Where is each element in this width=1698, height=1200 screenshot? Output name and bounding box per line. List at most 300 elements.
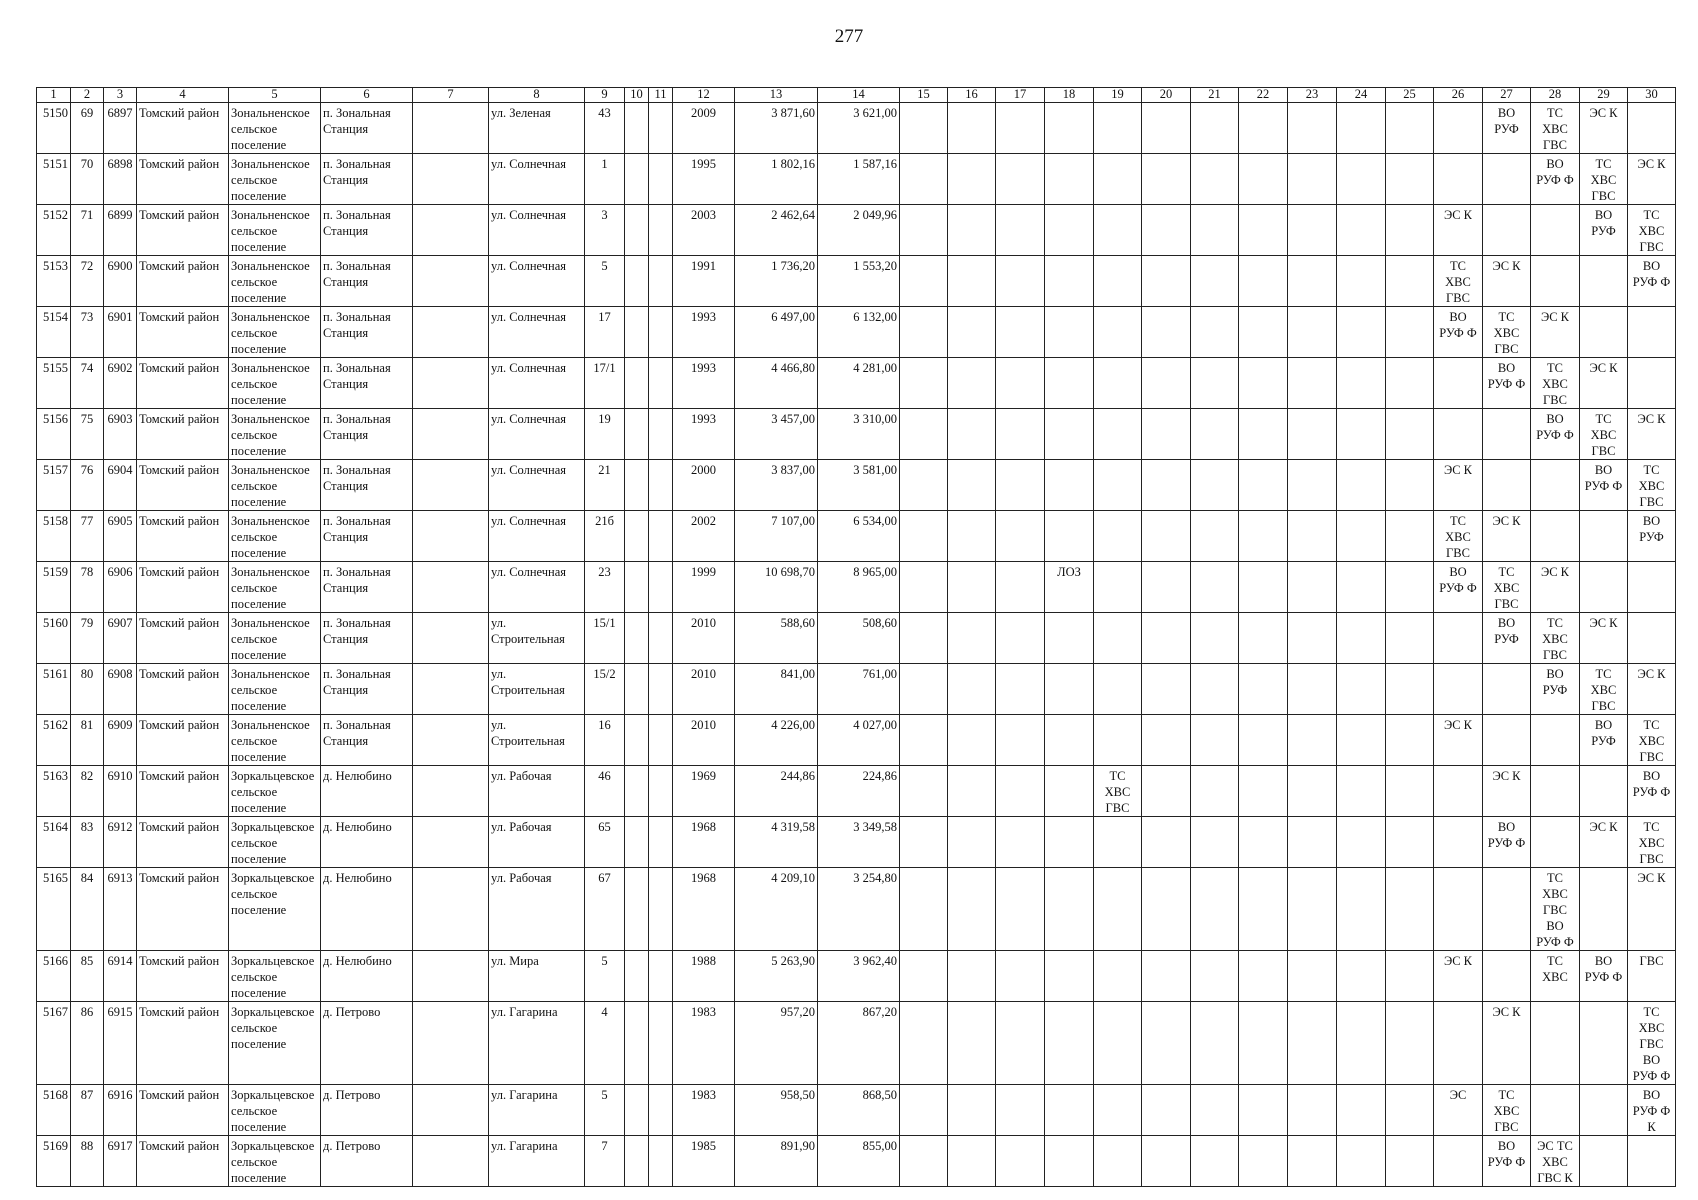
column-number: 8 [489,88,585,103]
cell-local-number: 78 [71,562,104,613]
cell-col-29: ВО РУФ Ф [1580,460,1628,511]
cell-empty [996,817,1045,868]
column-number: 13 [735,88,818,103]
cell-col-10 [625,951,649,1002]
cell-col-10 [625,817,649,868]
cell-area-total: 10 698,70 [735,562,818,613]
cell-empty [1337,154,1386,205]
cell-empty [948,766,996,817]
cell-settlement: Зональненское сельское поселение [229,715,321,766]
cell-col-29 [1580,511,1628,562]
cell-col-29 [1580,766,1628,817]
cell-settlement: Зональненское сельское поселение [229,307,321,358]
cell-area-living: 4 281,00 [818,358,900,409]
cell-empty [1239,307,1288,358]
cell-empty [1239,817,1288,868]
cell-year: 1991 [673,256,735,307]
cell-col-7 [413,256,489,307]
cell-local-number: 75 [71,409,104,460]
cell-street: ул. Солнечная [489,205,585,256]
cell-empty [1142,613,1191,664]
cell-area-living: 1 587,16 [818,154,900,205]
cell-col-27: ЭС К [1483,256,1531,307]
cell-record-number: 5161 [37,664,71,715]
cell-local-number: 83 [71,817,104,868]
cell-col-27 [1483,715,1531,766]
cell-area-living: 2 049,96 [818,205,900,256]
cell-col-10 [625,715,649,766]
cell-year: 1993 [673,307,735,358]
cell-empty [1288,460,1337,511]
cell-col-29: ВО РУФ [1580,715,1628,766]
cell-col-19 [1094,154,1142,205]
cell-col-30: ТС ХВС ГВС [1628,817,1676,868]
cell-local-number: 81 [71,715,104,766]
cell-street: ул. Солнечная [489,562,585,613]
cell-street: ул. Гагарина [489,1136,585,1187]
cell-district: Томский район [137,1136,229,1187]
cell-empty [1386,868,1434,951]
cell-empty [900,460,948,511]
cell-empty [948,256,996,307]
cell-empty [1288,562,1337,613]
cell-col-30: ТС ХВС ГВС ВО РУФ Ф [1628,1002,1676,1085]
cell-col-30: ВО РУФ Ф К [1628,1085,1676,1136]
cell-locality: п. Зональная Станция [321,511,413,562]
cell-house: 16 [585,715,625,766]
cell-empty [1288,256,1337,307]
column-number: 19 [1094,88,1142,103]
cell-col-18 [1045,817,1094,868]
cell-street: ул. Солнечная [489,511,585,562]
cell-col-26: ЭС [1434,1085,1483,1136]
cell-empty [1386,562,1434,613]
cell-col-11 [649,766,673,817]
cell-col-11 [649,511,673,562]
cell-year: 2010 [673,664,735,715]
cell-empty [1191,103,1239,154]
cell-year: 1993 [673,358,735,409]
column-number: 24 [1337,88,1386,103]
cell-col-11 [649,868,673,951]
cell-col-7 [413,562,489,613]
cell-col-19 [1094,664,1142,715]
cell-area-living: 3 962,40 [818,951,900,1002]
column-number: 23 [1288,88,1337,103]
cell-empty [1191,256,1239,307]
cell-col-7 [413,664,489,715]
cell-empty [1288,205,1337,256]
column-number: 26 [1434,88,1483,103]
table-row [37,766,1676,817]
cell-col-28 [1531,460,1580,511]
cell-empty [900,817,948,868]
column-number: 5 [229,88,321,103]
table-row [37,1002,1676,1085]
cell-col-18 [1045,1002,1094,1085]
cell-area-living: 224,86 [818,766,900,817]
cell-area-living: 508,60 [818,613,900,664]
cell-col-29: ЭС К [1580,817,1628,868]
cell-empty [1288,307,1337,358]
cell-empty [1337,307,1386,358]
cell-empty [1288,868,1337,951]
cell-empty [1142,256,1191,307]
cell-record-number: 5154 [37,307,71,358]
cell-col-26 [1434,1136,1483,1187]
cell-empty [1191,1002,1239,1085]
cell-area-living: 867,20 [818,1002,900,1085]
cell-col-11 [649,817,673,868]
cell-year: 1999 [673,562,735,613]
cell-empty [1142,358,1191,409]
cell-col-18 [1045,358,1094,409]
cell-empty [1142,409,1191,460]
cell-empty [948,154,996,205]
cell-record-number: 5164 [37,817,71,868]
cell-col-26 [1434,868,1483,951]
cell-local-number: 77 [71,511,104,562]
column-number: 14 [818,88,900,103]
cell-empty [948,409,996,460]
cell-empty [996,409,1045,460]
cell-col-30 [1628,1136,1676,1187]
cell-empty [1191,205,1239,256]
column-number: 2 [71,88,104,103]
table-row [37,460,1676,511]
cell-col-7 [413,409,489,460]
cell-col-18 [1045,409,1094,460]
cell-col-11 [649,951,673,1002]
cell-empty [948,562,996,613]
cell-area-total: 244,86 [735,766,818,817]
cell-empty [1337,256,1386,307]
cell-empty [1239,766,1288,817]
cell-col-26: ЭС К [1434,460,1483,511]
cell-empty [996,951,1045,1002]
cell-locality: п. Зональная Станция [321,409,413,460]
table-row [37,358,1676,409]
cell-local-number: 88 [71,1136,104,1187]
cell-area-living: 3 349,58 [818,817,900,868]
cell-col-26: ЭС К [1434,951,1483,1002]
cell-area-living: 8 965,00 [818,562,900,613]
cell-col-10 [625,154,649,205]
table-row [37,1136,1676,1187]
cell-locality: д. Петрово [321,1085,413,1136]
cell-empty [1239,103,1288,154]
cell-id: 6901 [104,307,137,358]
cell-district: Томский район [137,460,229,511]
cell-empty [1239,951,1288,1002]
cell-col-11 [649,256,673,307]
cell-col-10 [625,1136,649,1187]
cell-col-19 [1094,460,1142,511]
cell-empty [996,205,1045,256]
cell-col-10 [625,103,649,154]
cell-locality: п. Зональная Станция [321,664,413,715]
cell-area-living: 3 621,00 [818,103,900,154]
cell-empty [1288,358,1337,409]
cell-empty [1337,715,1386,766]
cell-empty [996,1002,1045,1085]
cell-col-28 [1531,766,1580,817]
cell-col-29 [1580,868,1628,951]
cell-area-total: 7 107,00 [735,511,818,562]
cell-id: 6908 [104,664,137,715]
cell-local-number: 87 [71,1085,104,1136]
cell-col-26 [1434,154,1483,205]
cell-house: 1 [585,154,625,205]
cell-col-30 [1628,613,1676,664]
cell-street: ул. Строительная [489,664,585,715]
cell-col-30: ЭС К [1628,409,1676,460]
cell-record-number: 5155 [37,358,71,409]
cell-empty [948,613,996,664]
cell-col-11 [649,1002,673,1085]
cell-area-total: 841,00 [735,664,818,715]
cell-street: ул. Солнечная [489,358,585,409]
cell-empty [1337,613,1386,664]
cell-id: 6903 [104,409,137,460]
cell-col-27 [1483,868,1531,951]
cell-settlement: Зоркальцевское сельское поселение [229,1136,321,1187]
cell-col-18 [1045,1136,1094,1187]
cell-empty [1288,613,1337,664]
cell-year: 1968 [673,868,735,951]
cell-settlement: Зональненское сельское поселение [229,256,321,307]
cell-settlement: Зональненское сельское поселение [229,409,321,460]
column-number: 17 [996,88,1045,103]
cell-col-29 [1580,256,1628,307]
cell-house: 21 [585,460,625,511]
cell-col-29: ЭС К [1580,103,1628,154]
cell-record-number: 5165 [37,868,71,951]
cell-year: 2000 [673,460,735,511]
column-number: 9 [585,88,625,103]
cell-col-11 [649,307,673,358]
cell-empty [1386,1085,1434,1136]
cell-empty [948,511,996,562]
cell-id: 6912 [104,817,137,868]
column-number: 18 [1045,88,1094,103]
cell-empty [1337,358,1386,409]
cell-col-28 [1531,817,1580,868]
cell-empty [1191,766,1239,817]
cell-empty [900,205,948,256]
table-row [37,664,1676,715]
cell-col-10 [625,409,649,460]
cell-area-total: 1 736,20 [735,256,818,307]
cell-col-11 [649,1085,673,1136]
cell-district: Томский район [137,664,229,715]
cell-locality: п. Зональная Станция [321,103,413,154]
cell-col-29 [1580,307,1628,358]
cell-empty [1191,868,1239,951]
cell-empty [996,664,1045,715]
cell-col-26 [1434,817,1483,868]
cell-year: 1985 [673,1136,735,1187]
cell-col-7 [413,511,489,562]
cell-col-27 [1483,409,1531,460]
table-row [37,103,1676,154]
cell-col-30: ТС ХВС ГВС [1628,715,1676,766]
cell-empty [1288,1002,1337,1085]
cell-col-26 [1434,664,1483,715]
cell-col-10 [625,307,649,358]
cell-empty [1288,766,1337,817]
cell-empty [1386,1136,1434,1187]
cell-col-30: ЭС К [1628,664,1676,715]
cell-col-11 [649,358,673,409]
cell-col-26 [1434,1002,1483,1085]
table-row [37,256,1676,307]
cell-locality: д. Петрово [321,1002,413,1085]
cell-col-19 [1094,817,1142,868]
cell-empty [1142,1002,1191,1085]
cell-year: 2010 [673,715,735,766]
cell-col-28: ВО РУФ [1531,664,1580,715]
cell-house: 19 [585,409,625,460]
cell-col-26: ВО РУФ Ф [1434,307,1483,358]
cell-col-26 [1434,409,1483,460]
cell-empty [1288,409,1337,460]
cell-empty [900,868,948,951]
cell-col-27: ЭС К [1483,511,1531,562]
cell-year: 1988 [673,951,735,1002]
cell-settlement: Зоркальцевское сельское поселение [229,868,321,951]
cell-col-11 [649,103,673,154]
cell-empty [1142,715,1191,766]
cell-empty [948,868,996,951]
cell-year: 2009 [673,103,735,154]
cell-empty [1142,307,1191,358]
cell-empty [1386,358,1434,409]
cell-id: 6910 [104,766,137,817]
cell-empty [1239,868,1288,951]
cell-district: Томский район [137,409,229,460]
cell-col-28 [1531,511,1580,562]
cell-col-30: ВО РУФ [1628,511,1676,562]
cell-year: 2003 [673,205,735,256]
cell-empty [1386,613,1434,664]
cell-col-19 [1094,511,1142,562]
cell-empty [996,103,1045,154]
cell-area-total: 3 837,00 [735,460,818,511]
cell-empty [1142,1085,1191,1136]
cell-col-19 [1094,562,1142,613]
cell-street: ул. Зеленая [489,103,585,154]
cell-house: 65 [585,817,625,868]
cell-id: 6905 [104,511,137,562]
cell-local-number: 79 [71,613,104,664]
column-number: 29 [1580,88,1628,103]
cell-empty [1142,766,1191,817]
cell-col-7 [413,868,489,951]
cell-district: Томский район [137,951,229,1002]
cell-col-29 [1580,1002,1628,1085]
cell-record-number: 5156 [37,409,71,460]
cell-settlement: Зональненское сельское поселение [229,511,321,562]
cell-empty [1386,307,1434,358]
cell-area-living: 3 310,00 [818,409,900,460]
cell-col-19 [1094,1085,1142,1136]
cell-empty [900,766,948,817]
cell-col-27 [1483,664,1531,715]
cell-id: 6899 [104,205,137,256]
table-row [37,715,1676,766]
cell-district: Томский район [137,613,229,664]
column-number: 30 [1628,88,1676,103]
cell-year: 1993 [673,409,735,460]
cell-empty [1337,511,1386,562]
cell-col-7 [413,951,489,1002]
cell-settlement: Зональненское сельское поселение [229,103,321,154]
column-number: 10 [625,88,649,103]
cell-empty [948,1002,996,1085]
cell-empty [1191,358,1239,409]
cell-area-total: 4 226,00 [735,715,818,766]
cell-col-7 [413,1002,489,1085]
column-number: 1 [37,88,71,103]
cell-col-10 [625,256,649,307]
cell-district: Томский район [137,256,229,307]
cell-empty [1288,817,1337,868]
cell-empty [1191,1136,1239,1187]
column-number: 20 [1142,88,1191,103]
cell-year: 1968 [673,817,735,868]
cell-record-number: 5158 [37,511,71,562]
cell-col-11 [649,154,673,205]
cell-local-number: 72 [71,256,104,307]
cell-empty [1337,817,1386,868]
cell-empty [1239,511,1288,562]
cell-street: ул. Солнечная [489,154,585,205]
cell-street: ул. Строительная [489,715,585,766]
cell-locality: п. Зональная Станция [321,460,413,511]
cell-empty [900,1002,948,1085]
cell-col-10 [625,664,649,715]
cell-col-28: ТС ХВС ГВС ВО РУФ Ф [1531,868,1580,951]
cell-empty [996,1136,1045,1187]
cell-empty [996,154,1045,205]
cell-col-19 [1094,256,1142,307]
cell-record-number: 5153 [37,256,71,307]
column-number: 28 [1531,88,1580,103]
cell-empty [1239,562,1288,613]
cell-col-10 [625,868,649,951]
cell-street: ул. Солнечная [489,307,585,358]
cell-col-29: ЭС К [1580,613,1628,664]
cell-empty [1191,715,1239,766]
cell-col-10 [625,358,649,409]
cell-empty [996,613,1045,664]
cell-col-19 [1094,868,1142,951]
cell-col-19 [1094,715,1142,766]
cell-district: Томский район [137,358,229,409]
cell-col-29 [1580,1136,1628,1187]
table-row [37,511,1676,562]
cell-col-11 [649,1136,673,1187]
cell-col-30 [1628,103,1676,154]
cell-col-27: ВО РУФ Ф [1483,358,1531,409]
cell-empty [1337,1002,1386,1085]
cell-col-28 [1531,256,1580,307]
cell-year: 1995 [673,154,735,205]
cell-col-11 [649,664,673,715]
cell-district: Томский район [137,154,229,205]
cell-col-29 [1580,562,1628,613]
